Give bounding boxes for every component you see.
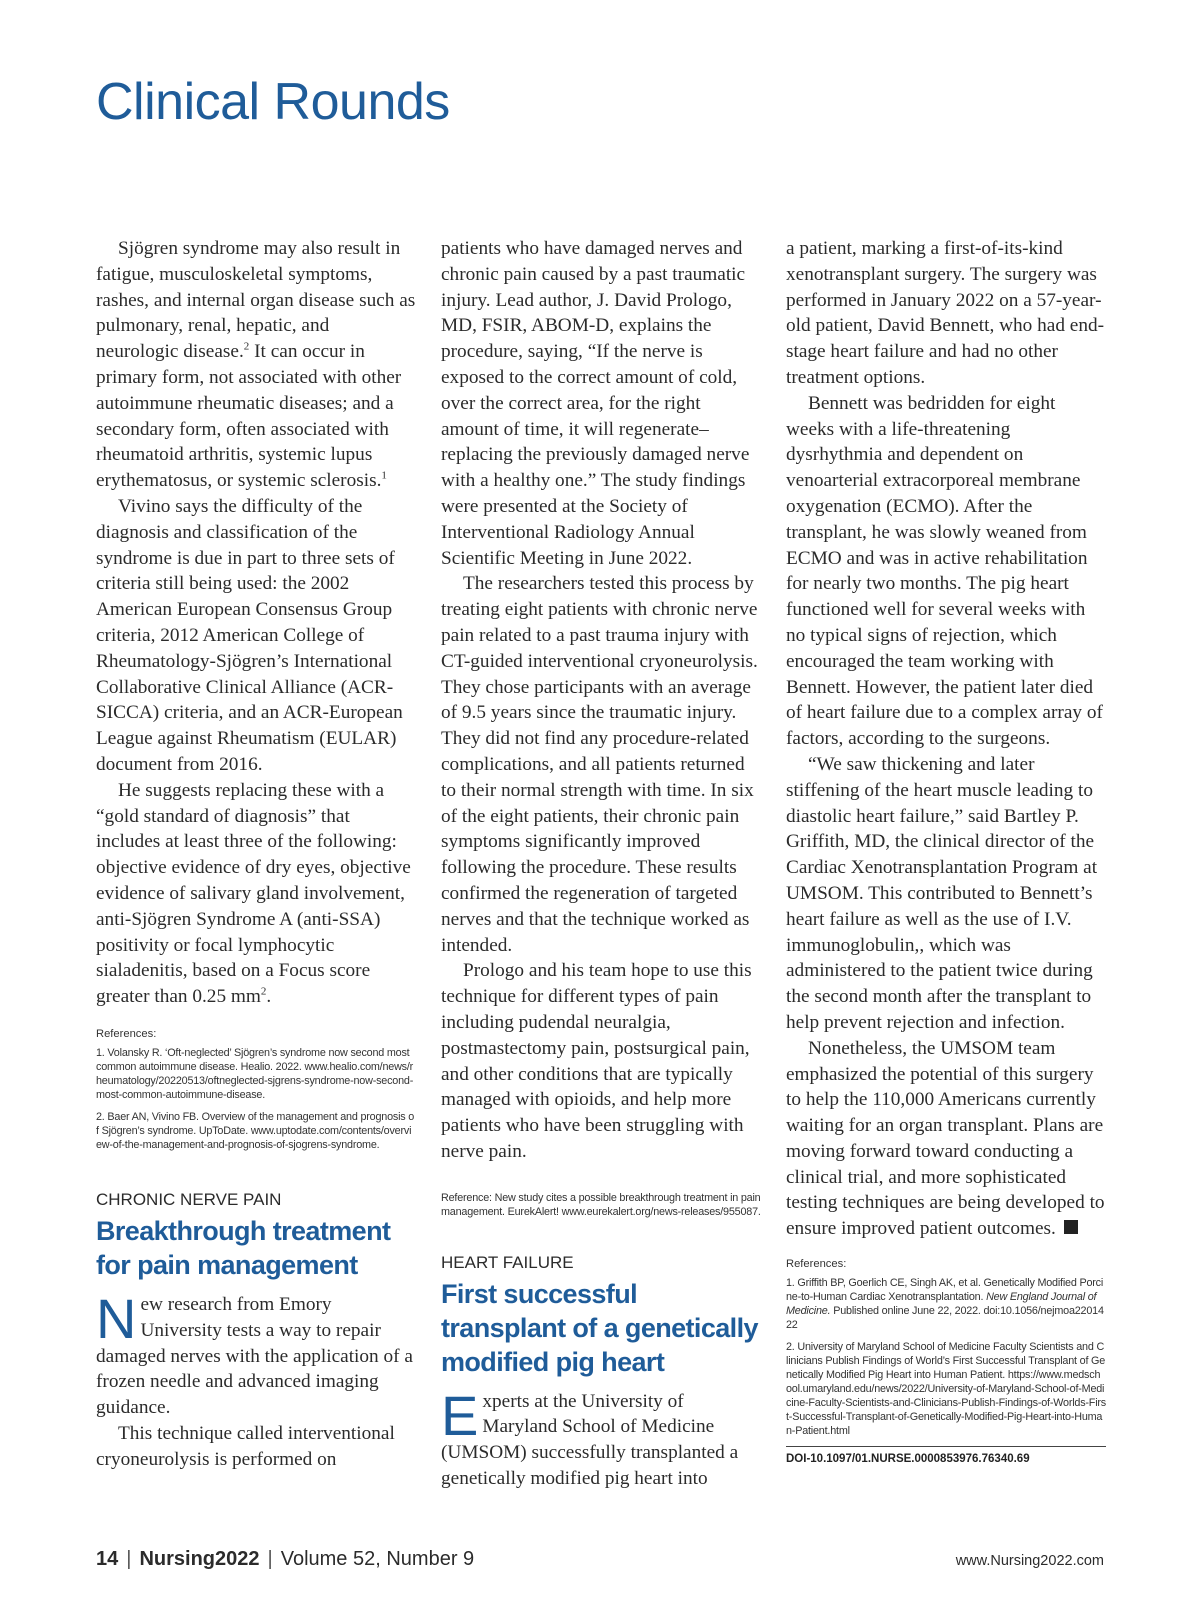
body-paragraph: Prologo and his team hope to use this technique for different types of pain including pudendal neuralgia, postmastectomy pain, postsurgical pain, and other conditions that are typically managed with opioids, and help more patients who have been struggling with nerve pain. <box>441 960 752 1162</box>
column-3 <box>786 236 1106 1465</box>
body-paragraph: patients who have damaged nerves and chronic pain caused by a past traumatic injury. Lead author, J. David Prologo, MD, FSIR, ABOM-D, explains the procedure, saying, “If the nerve is exposed to the correct amount of cold, over the correct area, for the right amount of time, it will regenerate–replacing the previously damaged nerve with a healthy one.” The study findings were presented at the Society of Interventional Radiology Annual Scientific Meeting in June 2022. <box>441 238 750 569</box>
page-title: Clinical Rounds <box>96 73 450 131</box>
references-label: References: <box>786 1258 847 1271</box>
doi: DOI-10.1097/01.NURSE.0000853976.76340.69 <box>786 1446 1106 1465</box>
reference-item: 2. University of Maryland School of Medicine Faculty Scientists and Clinicians Publish Findings of World’s First Successful Transplant of Genetically Modified Pig Heart into Human Patient. https://www.medschool.umaryland.edu/news/2022/University-of-Maryland-School-of-Medicine-Faculty-Scientists-and-Clinicians-Publish-Findings-of-Worlds-First-Successful-Transplant-of-Genetically-Modified-Pig-Heart-into-Human-Patient.html <box>786 1341 1106 1438</box>
issue-info: Volume 52, Number 9 <box>280 1548 475 1570</box>
body-paragraph: New research from Emory University tests a way to repair damaged nerves with the application of a frozen needle and advanced imaging guidance. <box>96 1286 413 1419</box>
column-2 <box>441 236 763 1492</box>
magazine-name: Nursing2022 <box>139 1548 260 1570</box>
website-url: www.Nursing2022.com <box>955 1553 1104 1569</box>
article-chronic-nerve-pain <box>96 1190 416 1473</box>
body-paragraph: Vivino says the difficulty of the diagnosis and classification of the syndrome is due in part to three sets of criteria still being used: the 2002 American European Consensus Group criteria, 2012 American College of Rheumatology-Sjögren’s International Collaborative Clinical Alliance (ACR-SICCA) criteria, and an ACR-European League against Rheumatism (EULAR) document from 2016. <box>96 495 403 775</box>
body-paragraph: Sjögren syndrome may also result in fatigue, musculoskeletal symptoms, rashes, and internal organ disease such as pulmonary, renal, hepatic, and neurologic disease.$^2$ It can occur in primary form, not associated with other autoimmune rheumatic diseases; and a secondary form, often associated with rheumatoid arthritis, systemic lupus erythematosus, or systemic sclerosis.$^1$ <box>96 238 416 492</box>
reference-item: 1. Volansky R. ‘Oft-neglected’ Sjögren’s syndrome now second most common autoimmune disease. Healio. 2022. www.healio.com/news/rheumatology/20220513/oftneglected-sjgrens-syndrome-now-second-most-common-autoimmune-disease. <box>96 1046 414 1101</box>
references <box>786 1258 1106 1438</box>
article-headline: First successful transplant of a genetically modified pig heart <box>441 1278 758 1377</box>
references <box>96 1028 416 1152</box>
article-heart-failure <box>441 1253 763 1492</box>
footer-left: 14 | Nursing2022 | Volume 52, Number 9 <box>96 1548 475 1570</box>
body-paragraph: a patient, marking a first-of-its-kind xenotransplant surgery. The surgery was performed in January 2022 on a 57-year-old patient, David Bennett, who had end-stage heart failure and had no other treatment options. <box>786 238 1105 388</box>
column-1 <box>96 236 416 1472</box>
references <box>441 1191 763 1219</box>
page-number: 14 <box>96 1548 119 1570</box>
body-paragraph: Bennett was bedridden for eight weeks with a life-threatening dysrhythmia and dependent on venoarterial extracorporeal membrane oxygenation (ECMO). After the transplant, he was slowly weaned from ECMO and was in active rehabilitation for nearly two months. The pig heart functioned well for several weeks with no typical signs of rejection, which encouraged the team working with Bennett. However, the patient later died of heart failure due to a complex array of factors, according to the surgeons. <box>786 392 1103 750</box>
article-headline: Breakthrough treatment for pain management <box>96 1215 391 1280</box>
reference-item: Reference: New study cites a possible breakthrough treatment in pain management. EurekAlert! www.eurekalert.org/news-releases/955087. <box>441 1191 761 1218</box>
body-paragraph: Nonetheless, the UMSOM team emphasized the potential of this surgery to help the 110,000 Americans currently waiting for an organ transplant. Plans are moving forward toward conducting a clinical trial, and more sophisticated testing techniques are being developed to ensure improved patient outcomes. <box>786 1037 1105 1240</box>
body-paragraph: “We saw thickening and later stiffening of the heart muscle leading to diastolic heart failure,” said Bartley P. Griffith, MD, the clinical director of the Cardiac Xenotransplantation Program at UMSOM. This contributed to Bennett’s heart failure as well as the use of I.V. immunoglobulin,, which was administered to the patient twice during the second month after the transplant to help prevent rejection and infection. <box>786 753 1098 1033</box>
body-paragraph: Experts at the University of Maryland School of Medicine (UMSOM) successfully transplanted a genetically modified pig heart into <box>441 1383 739 1490</box>
references-label: References: <box>96 1027 157 1040</box>
body-paragraph: He suggests replacing these with a “gold standard of diagnosis” that includes at least three of the following: objective evidence of dry eyes, objective evidence of salivary gland involvement, anti-Sjögren Syndrome A (anti-SSA) positivity or focal lymphocytic sialadenitis, based on a Focus score greater than 0.25 $mm^2$. <box>96 779 411 1008</box>
drop-cap: E <box>441 1383 479 1447</box>
reference-item: 2. Baer AN, Vivino FB. Overview of the management and prognosis of Sjögren’s syndrome. UpToDate. www.uptodate.com/contents/overview-of-the-management-and-prognosis-of-sjogrens-syndrome. <box>96 1110 415 1151</box>
section-kicker: HEART FAILURE <box>441 1252 574 1272</box>
reference-item: 1. Griffith BP, Goerlich CE, Singh AK, et al. Genetically Modified Porcine-to-Human Cardiac Xenotransplantation. New England Journal of Medicine. Published online June 22, 2022. doi:10.1056/nejmoa2201422 <box>786 1277 1104 1332</box>
body-paragraph: The researchers tested this process by treating eight patients with chronic nerve pain related to a past trauma injury with CT-guided interventional cryoneurolysis. They chose participants with an average of 9.5 years since the traumatic injury. They did not find any procedure-related complications, and all patients returned to their normal strength with time. In six of the eight patients, their chronic pain symptoms significantly improved following the procedure. These results confirmed the regeneration of targeted nerves and that the technique worked as intended. <box>441 573 758 956</box>
body-paragraph: This technique called interventional cryoneurolysis is performed on <box>96 1422 395 1470</box>
drop-cap: N <box>96 1286 137 1350</box>
end-of-article-mark <box>1064 1220 1078 1234</box>
section-kicker: CHRONIC NERVE PAIN <box>96 1189 282 1209</box>
